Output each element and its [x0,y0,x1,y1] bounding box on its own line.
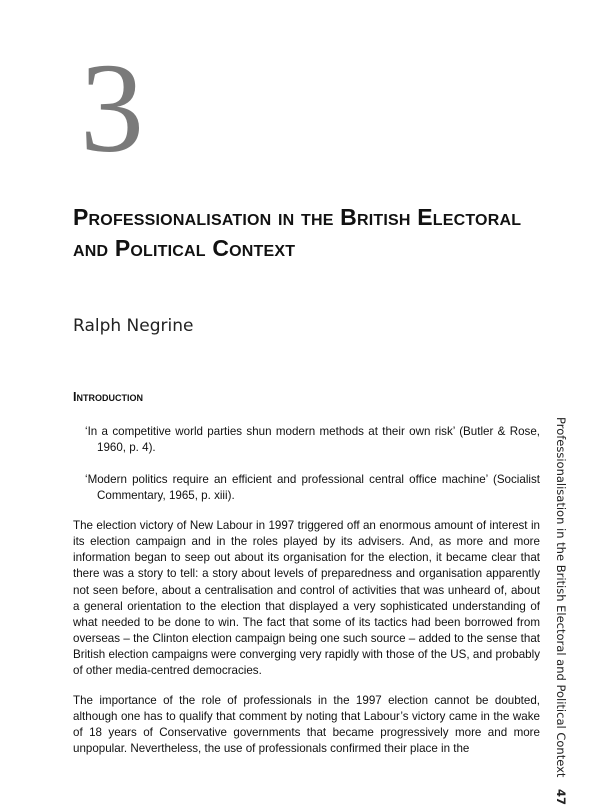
section-heading: Introduction [73,390,143,404]
running-head-title: Professionalisation in the British Electoral and Political Context [554,417,568,778]
body-paragraph: The election victory of New Labour in 1997 triggered off an enormous amount of interest in its election campaign and in the roles played by its advisers. And, as more and more information began to seep out about its organisation for the election, it became clear that there was a story to tell: a story about levels of preparedness and organisation apparently not seen before, about a centralisation and control of activities that was unheard of, about a general orientation to the election that displayed a very sophisticated understanding of what needed to be done to win. The fact that some of its tactics had been borrowed from overseas – the Clinton election campaign being one such source – added to the sense that British election campaigns were converging very rapidly with those of the US, and probably of other media-centred democracies. [73,519,540,678]
chapter-number: 3 [80,37,144,179]
running-head [554,417,568,805]
author-name: Ralph Negrine [73,316,194,336]
epigraph-quote-text: ‘Modern politics require an efficient and professional central office machine’ (Socialist Commentary, 1965, p. xiii). [85,473,540,502]
epigraph-quote-text: ‘In a competitive world parties shun modern methods at their own risk’ (Butler & Rose, 1960, p. 4). [85,425,540,454]
epigraph-quote [85,472,540,504]
chapter-title: Professionalisation in the British Electoral and Political Context [73,204,522,261]
page-number: 47 [554,789,568,805]
body-paragraph: The importance of the role of professionals in the 1997 election cannot be doubted, although one has to qualify that comment by noting that Labour’s victory came in the wake of 18 years of Conservative governments that became progressively more and more unpopular. Nevertheless, the use of professionals confirmed their place in the [73,694,540,756]
epigraph-quote [85,424,540,456]
